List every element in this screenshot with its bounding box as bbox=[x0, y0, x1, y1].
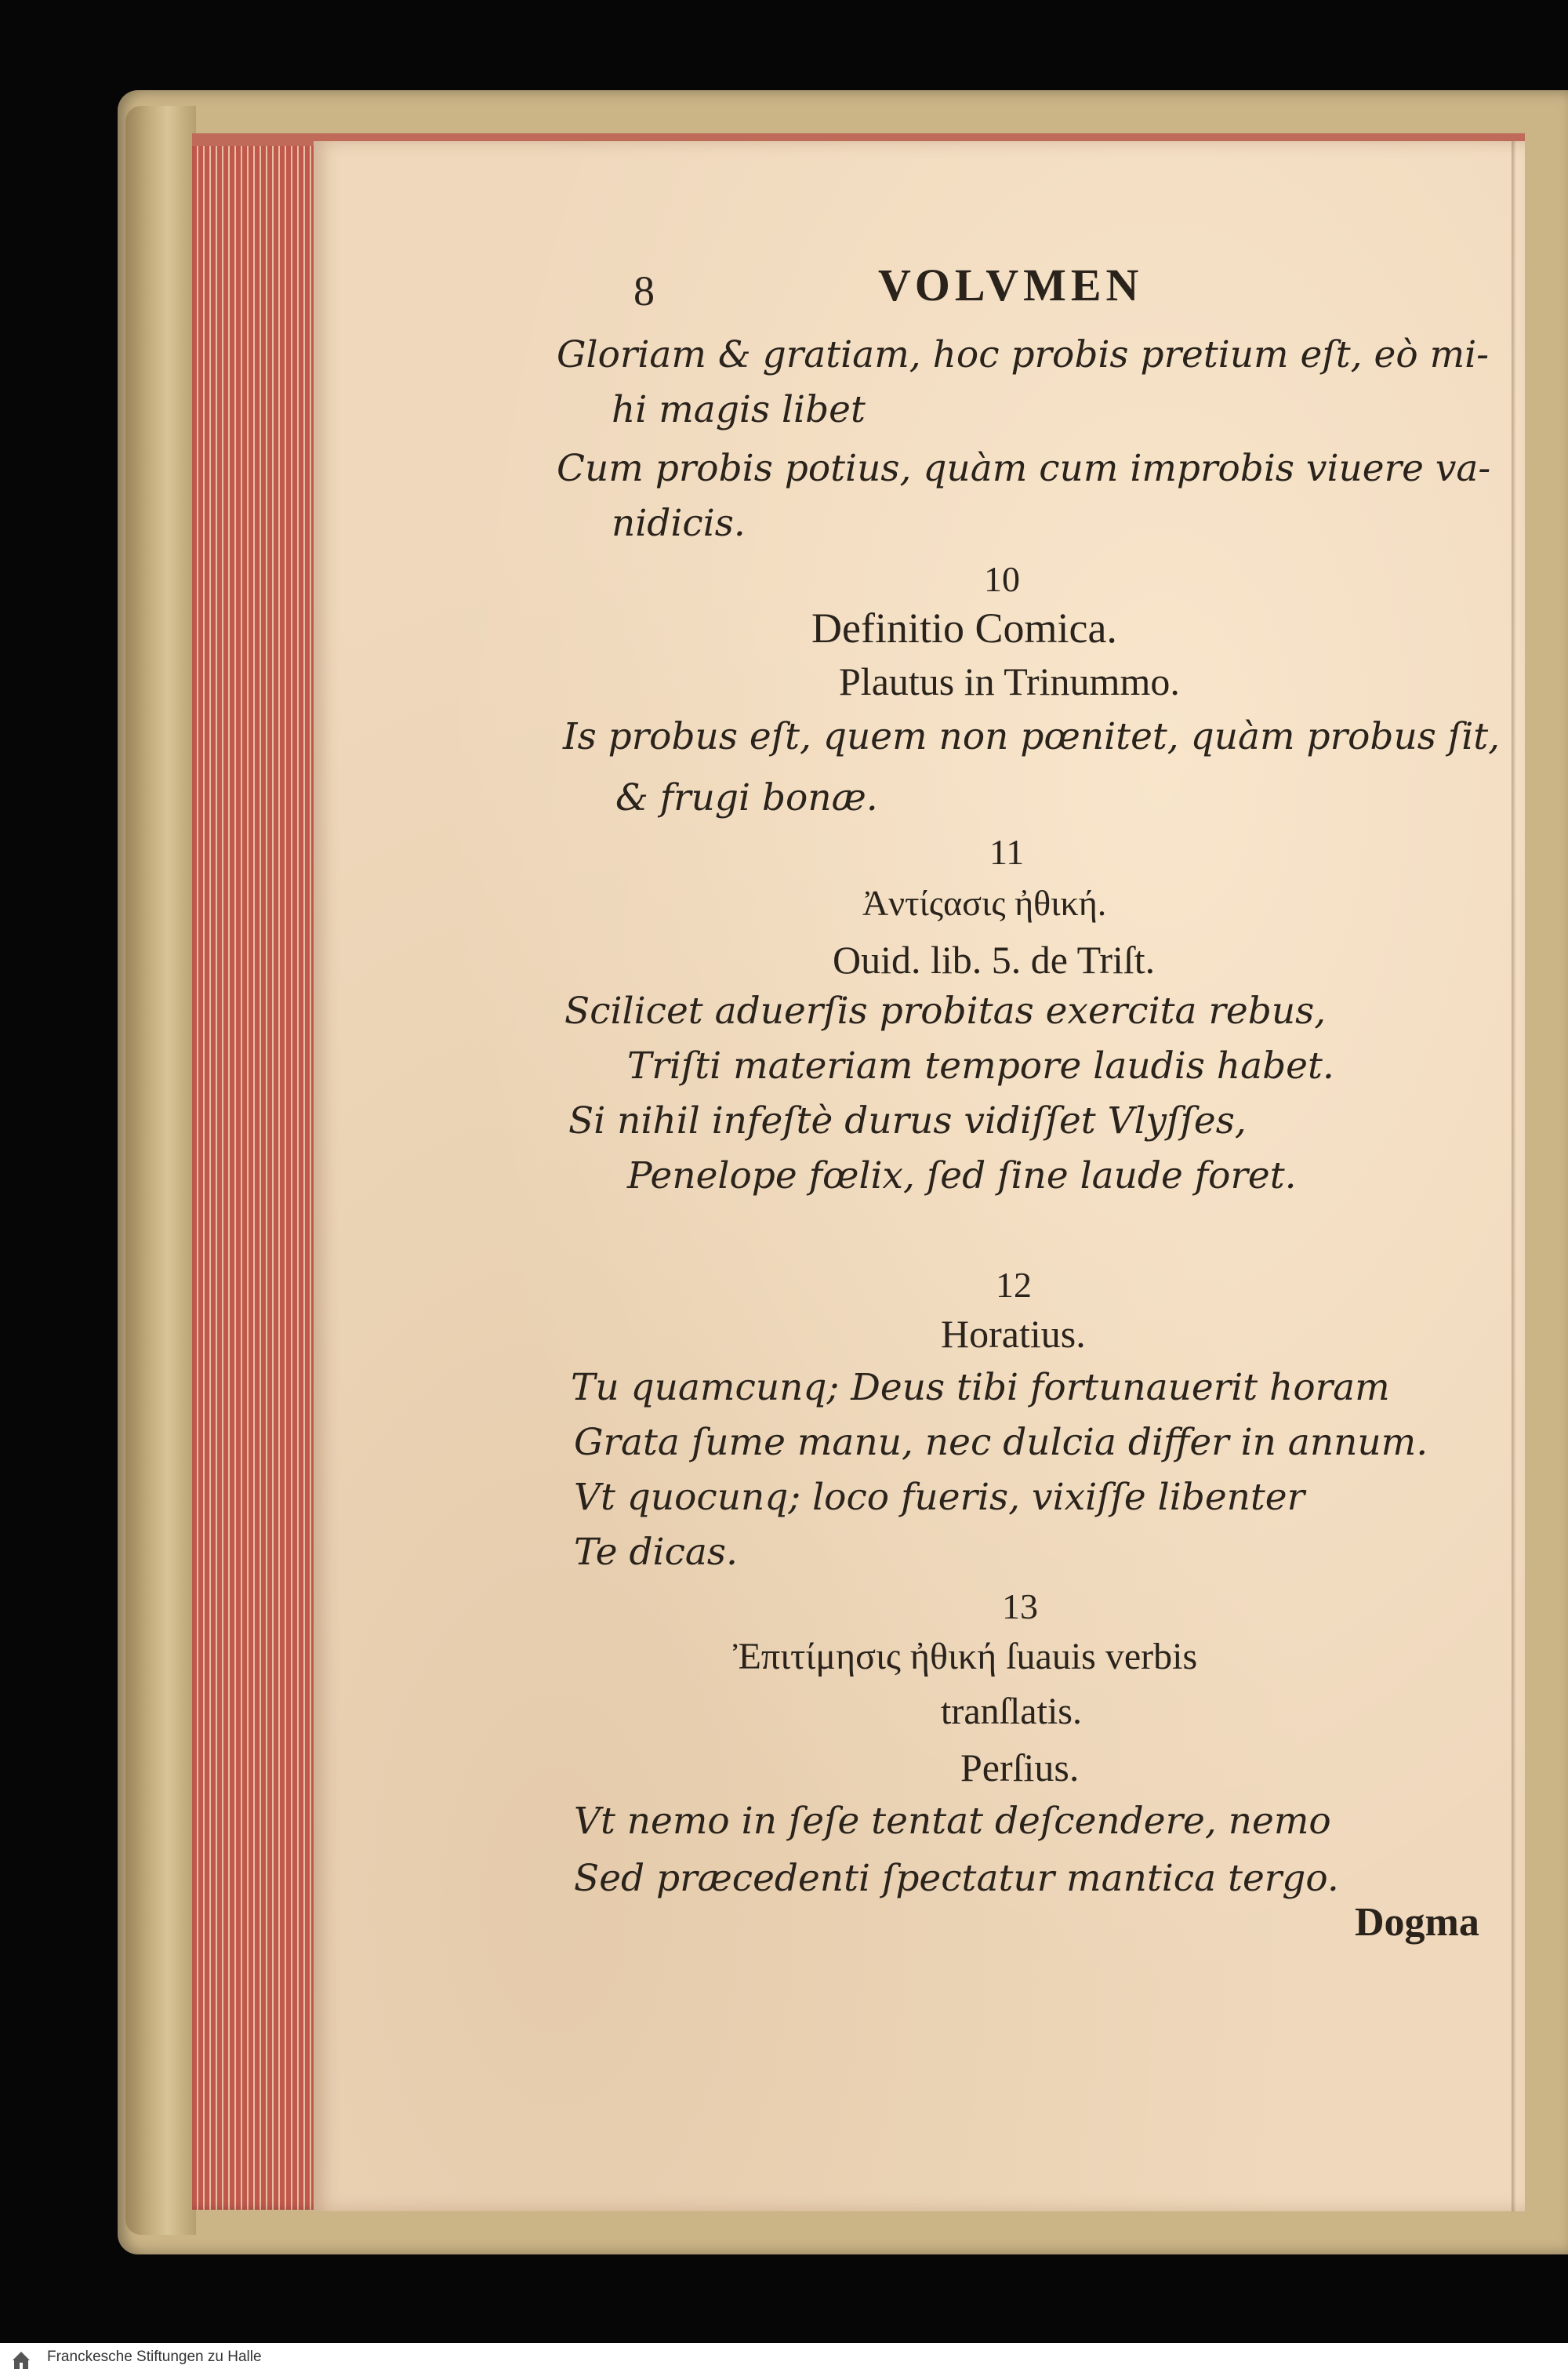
catchword: Dogma bbox=[1355, 1900, 1479, 1945]
section-number: 11 bbox=[989, 832, 1025, 872]
institution-credit: Franckesche Stiftungen zu Halle bbox=[47, 2349, 262, 2365]
text-line: Tu quamcunq; Deus tibi fortunauerit horam bbox=[571, 1366, 1390, 1409]
text-line: Gloriam & gratiam, hoc probis pretium eſt, eò mi- bbox=[557, 333, 1490, 376]
page-number: 8 bbox=[633, 267, 655, 314]
text-line: Vt quocunq; loco fueris, vixiſſe libenter bbox=[574, 1476, 1305, 1519]
text-line: Triſti materiam tempore laudis habet. bbox=[627, 1044, 1334, 1088]
text-line: nidicis. bbox=[612, 502, 746, 545]
text-line: Si nihil infeſtè durus vidiſſet Vlyſſes, bbox=[568, 1099, 1247, 1143]
section-heading: Ἀντίςασις ἠθική. bbox=[862, 883, 1107, 923]
text-line: Cum probis potius, quàm cum improbis viuere va- bbox=[557, 447, 1491, 490]
section-source: Perſius. bbox=[960, 1746, 1080, 1789]
page-gutter-shadow bbox=[1512, 141, 1516, 2211]
section-source: Plautus in Trinummo. bbox=[839, 659, 1180, 703]
text-line: hi magis libet bbox=[612, 388, 866, 431]
section-source: Horatius. bbox=[941, 1312, 1086, 1356]
section-source: Ouid. lib. 5. de Triſt. bbox=[833, 938, 1156, 982]
text-line: & frugi bonæ. bbox=[615, 776, 878, 819]
section-number: 12 bbox=[996, 1265, 1032, 1305]
text-line: Penelope fœlix, ſed ſine laude foret. bbox=[627, 1154, 1297, 1197]
text-line: Scilicet aduerſis probitas exercita rebus, bbox=[564, 990, 1327, 1033]
text-line: Sed præcedenti ſpectatur mantica tergo. bbox=[574, 1857, 1339, 1900]
text-line: Grata ſume manu, nec dulcia differ in annum. bbox=[574, 1421, 1428, 1464]
section-number: 10 bbox=[984, 559, 1020, 599]
section-heading-cont: tranſlatis. bbox=[941, 1691, 1082, 1732]
institution-logo-icon bbox=[9, 2349, 33, 2372]
cover-fold bbox=[125, 106, 196, 2235]
text-line: Is probus eſt, quem non pœnitet, quàm probus ſit, bbox=[563, 715, 1501, 758]
running-head: VOLVMEN bbox=[878, 260, 1144, 311]
section-heading: Definitio Comica. bbox=[811, 605, 1117, 652]
section-heading: Ἐπιτίμησις ἠθική ſuauis verbis bbox=[733, 1636, 1198, 1677]
text-line: Vt nemo in ſeſe tentat deſcendere, nemo bbox=[574, 1800, 1331, 1843]
text-line: Te dicas. bbox=[574, 1531, 738, 1574]
section-number: 13 bbox=[1002, 1586, 1038, 1626]
